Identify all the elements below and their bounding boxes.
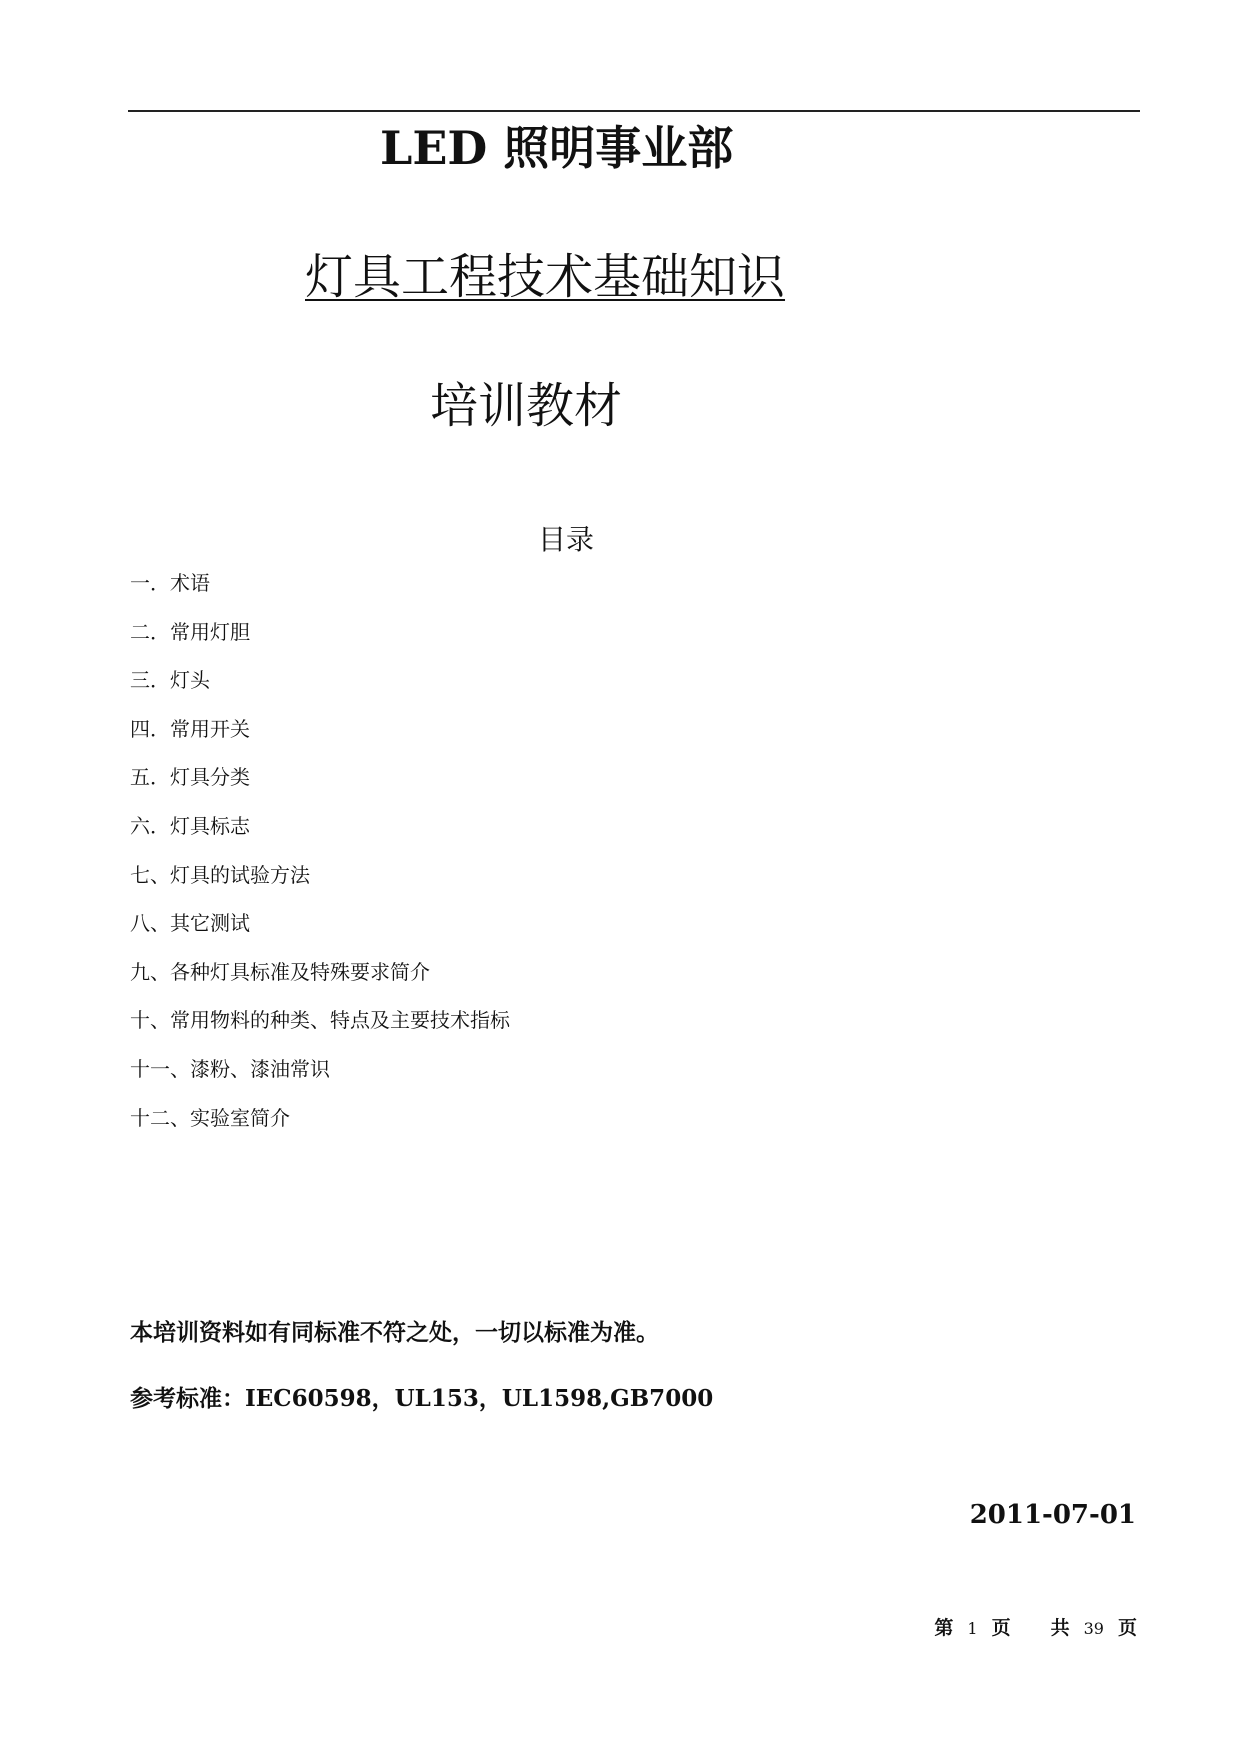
header-rule [128,110,1140,112]
reference-standards: 参考标准：IEC60598，UL153，UL1598,GB7000 [130,1385,714,1412]
toc-item: 五．灯具分类 [130,765,250,790]
page-footer [934,1614,1137,1643]
document-date: 2011-07-01 [969,1500,1136,1530]
toc-item: 六．灯具标志 [130,813,250,838]
total-pages: 39 [1083,1619,1104,1638]
toc-item: 十一、漆粉、漆油常识 [130,1056,330,1081]
toc-item: 四．常用开关 [130,716,250,741]
toc-item: 十二、实验室简介 [130,1105,290,1130]
toc-item: 一．术语 [130,571,210,595]
total-prefix: 共 [1050,1617,1070,1639]
toc-heading: 目录 [538,523,595,556]
toc-item: 九、各种灯具标准及特殊要求简介 [130,959,430,984]
toc-item: 三．灯头 [130,668,210,693]
department-title: LED 照明事业部 [380,121,734,175]
table-of-contents [130,565,510,1148]
page-prefix: 第 [934,1617,954,1639]
page-number: 1 [967,1619,978,1638]
page-suffix: 页 [991,1617,1011,1639]
toc-item: 七、灯具的试验方法 [130,862,310,887]
document-title: 灯具工程技术基础知识 [305,249,786,305]
document-subtitle: 培训教材 [430,378,623,434]
toc-item: 十、常用物料的种类、特点及主要技术指标 [130,1008,510,1033]
disclaimer-note: 本培训资料如有同标准不符之处，一切以标准为准。 [130,1319,659,1346]
toc-item: 八、其它测试 [130,911,250,936]
toc-item: 二．常用灯胆 [130,619,250,644]
total-suffix: 页 [1117,1617,1137,1639]
